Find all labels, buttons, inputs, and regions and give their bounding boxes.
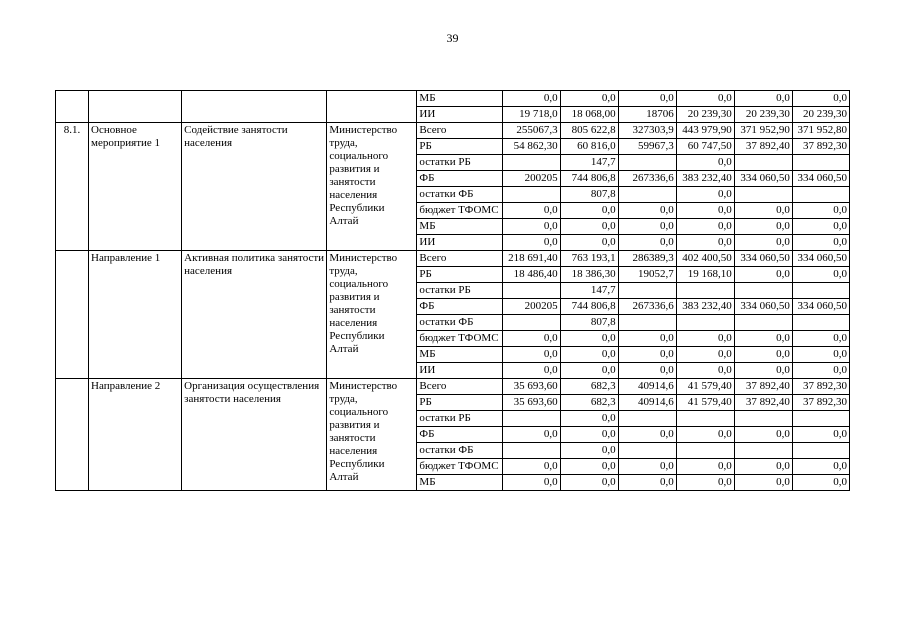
value-cell: 0,0 xyxy=(502,363,560,379)
executor-cell: Министерство труда, социального развития и занятости населения Республики Алтай xyxy=(327,123,417,251)
value-cell: 0,0 xyxy=(560,91,618,107)
value-cell: 0,0 xyxy=(560,427,618,443)
value-cell xyxy=(676,443,734,459)
funding-source-cell: Всего xyxy=(417,379,502,395)
funding-source-cell: МБ xyxy=(417,475,502,491)
value-cell: 682,3 xyxy=(560,395,618,411)
funding-source-cell: РБ xyxy=(417,395,502,411)
event-name-cell: Основное мероприятие 1 xyxy=(89,123,182,251)
value-cell xyxy=(792,443,849,459)
value-cell: 0,0 xyxy=(618,347,676,363)
value-cell xyxy=(618,411,676,427)
value-cell: 0,0 xyxy=(676,203,734,219)
value-cell xyxy=(618,283,676,299)
value-cell: 0,0 xyxy=(618,427,676,443)
funding-source-cell: Всего xyxy=(417,251,502,267)
row-number-cell xyxy=(56,251,89,379)
row-number-cell: 8.1. xyxy=(56,123,89,251)
value-cell xyxy=(792,155,849,171)
value-cell: 37 892,40 xyxy=(734,395,792,411)
value-cell: 200205 xyxy=(502,299,560,315)
value-cell: 37 892,40 xyxy=(734,139,792,155)
value-cell: 0,0 xyxy=(676,187,734,203)
value-cell xyxy=(618,155,676,171)
funding-source-cell: МБ xyxy=(417,91,502,107)
value-cell: 0,0 xyxy=(618,91,676,107)
value-cell: 334 060,50 xyxy=(792,251,849,267)
value-cell: 18 486,40 xyxy=(502,267,560,283)
value-cell: 18 386,30 xyxy=(560,267,618,283)
value-cell: 0,0 xyxy=(734,91,792,107)
value-cell xyxy=(618,315,676,331)
value-cell: 0,0 xyxy=(618,331,676,347)
value-cell: 0,0 xyxy=(792,219,849,235)
value-cell: 0,0 xyxy=(560,347,618,363)
value-cell xyxy=(734,411,792,427)
value-cell: 267336,6 xyxy=(618,299,676,315)
value-cell xyxy=(618,187,676,203)
value-cell: 0,0 xyxy=(792,363,849,379)
value-cell: 0,0 xyxy=(792,203,849,219)
value-cell: 0,0 xyxy=(734,267,792,283)
value-cell: 371 952,80 xyxy=(792,123,849,139)
value-cell: 0,0 xyxy=(792,91,849,107)
value-cell: 20 239,30 xyxy=(676,107,734,123)
table-row xyxy=(56,91,850,107)
value-cell xyxy=(792,187,849,203)
funding-source-cell: остатки ФБ xyxy=(417,443,502,459)
event-name-cell xyxy=(89,91,182,123)
value-cell: 0,0 xyxy=(560,331,618,347)
event-name-cell: Направление 1 xyxy=(89,251,182,379)
value-cell: 0,0 xyxy=(676,91,734,107)
value-cell: 35 693,60 xyxy=(502,379,560,395)
funding-source-cell: бюджет ТФОМС xyxy=(417,331,502,347)
funding-source-cell: РБ xyxy=(417,139,502,155)
value-cell xyxy=(502,443,560,459)
value-cell: 18 068,00 xyxy=(560,107,618,123)
value-cell: 0,0 xyxy=(792,267,849,283)
value-cell: 0,0 xyxy=(734,427,792,443)
value-cell: 0,0 xyxy=(618,475,676,491)
executor-cell: Министерство труда, социального развития и занятости населения Республики Алтай xyxy=(327,251,417,379)
value-cell: 0,0 xyxy=(502,219,560,235)
value-cell: 0,0 xyxy=(734,459,792,475)
value-cell: 0,0 xyxy=(676,155,734,171)
value-cell xyxy=(734,283,792,299)
executor-cell xyxy=(327,91,417,123)
value-cell: 383 232,40 xyxy=(676,299,734,315)
value-cell xyxy=(502,187,560,203)
value-cell: 0,0 xyxy=(502,331,560,347)
value-cell: 0,0 xyxy=(560,475,618,491)
value-cell: 0,0 xyxy=(502,459,560,475)
value-cell: 0,0 xyxy=(734,347,792,363)
value-cell xyxy=(502,315,560,331)
value-cell: 0,0 xyxy=(502,427,560,443)
value-cell xyxy=(734,187,792,203)
value-cell: 19 168,10 xyxy=(676,267,734,283)
value-cell: 255067,3 xyxy=(502,123,560,139)
value-cell xyxy=(792,411,849,427)
value-cell: 0,0 xyxy=(676,347,734,363)
value-cell xyxy=(676,283,734,299)
value-cell: 37 892,30 xyxy=(792,139,849,155)
value-cell xyxy=(502,283,560,299)
value-cell: 0,0 xyxy=(792,459,849,475)
value-cell: 286389,3 xyxy=(618,251,676,267)
value-cell: 267336,6 xyxy=(618,171,676,187)
value-cell: 0,0 xyxy=(560,203,618,219)
value-cell: 0,0 xyxy=(560,235,618,251)
value-cell: 40914,6 xyxy=(618,395,676,411)
value-cell: 0,0 xyxy=(502,91,560,107)
value-cell: 0,0 xyxy=(560,363,618,379)
value-cell: 147,7 xyxy=(560,283,618,299)
value-cell: 0,0 xyxy=(502,235,560,251)
page-number: 39 xyxy=(446,31,459,45)
value-cell: 37 892,30 xyxy=(792,379,849,395)
value-cell: 19 718,0 xyxy=(502,107,560,123)
event-name-cell: Направление 2 xyxy=(89,379,182,491)
value-cell: 0,0 xyxy=(676,363,734,379)
funding-source-cell: остатки ФБ xyxy=(417,187,502,203)
value-cell: 744 806,8 xyxy=(560,299,618,315)
value-cell: 0,0 xyxy=(792,347,849,363)
row-number-cell xyxy=(56,379,89,491)
value-cell: 218 691,40 xyxy=(502,251,560,267)
value-cell: 41 579,40 xyxy=(676,379,734,395)
value-cell: 20 239,30 xyxy=(734,107,792,123)
funding-source-cell: МБ xyxy=(417,347,502,363)
funding-source-cell: ФБ xyxy=(417,427,502,443)
table-row xyxy=(56,379,850,395)
funding-source-cell: бюджет ТФОМС xyxy=(417,203,502,219)
value-cell: 0,0 xyxy=(734,203,792,219)
value-cell: 334 060,50 xyxy=(734,171,792,187)
value-cell: 0,0 xyxy=(792,235,849,251)
value-cell: 334 060,50 xyxy=(734,299,792,315)
funding-source-cell: Всего xyxy=(417,123,502,139)
funding-source-cell: ИИ xyxy=(417,235,502,251)
value-cell xyxy=(676,411,734,427)
value-cell: 0,0 xyxy=(676,235,734,251)
value-cell: 744 806,8 xyxy=(560,171,618,187)
funding-source-cell: остатки РБ xyxy=(417,155,502,171)
value-cell: 0,0 xyxy=(618,203,676,219)
value-cell xyxy=(502,155,560,171)
value-cell: 0,0 xyxy=(676,427,734,443)
value-cell: 807,8 xyxy=(560,315,618,331)
row-number-cell xyxy=(56,91,89,123)
value-cell: 0,0 xyxy=(502,203,560,219)
funding-source-cell: бюджет ТФОМС xyxy=(417,459,502,475)
value-cell: 334 060,50 xyxy=(734,251,792,267)
funding-source-cell: ИИ xyxy=(417,107,502,123)
funding-source-cell: остатки РБ xyxy=(417,411,502,427)
value-cell: 682,3 xyxy=(560,379,618,395)
value-cell: 807,8 xyxy=(560,187,618,203)
value-cell: 0,0 xyxy=(618,235,676,251)
value-cell: 200205 xyxy=(502,171,560,187)
budget-table-body xyxy=(56,91,850,491)
table-row xyxy=(56,123,850,139)
value-cell: 334 060,50 xyxy=(792,171,849,187)
value-cell: 805 622,8 xyxy=(560,123,618,139)
value-cell xyxy=(792,315,849,331)
value-cell: 0,0 xyxy=(676,459,734,475)
value-cell: 0,0 xyxy=(734,219,792,235)
funding-source-cell: остатки РБ xyxy=(417,283,502,299)
value-cell: 0,0 xyxy=(676,475,734,491)
value-cell: 41 579,40 xyxy=(676,395,734,411)
value-cell: 60 747,50 xyxy=(676,139,734,155)
value-cell: 37 892,40 xyxy=(734,379,792,395)
executor-cell: Министерство труда, социального развития и занятости населения Республики Алтай xyxy=(327,379,417,491)
value-cell: 763 193,1 xyxy=(560,251,618,267)
table-row xyxy=(56,251,850,267)
budget-table xyxy=(55,90,850,491)
value-cell: 0,0 xyxy=(618,459,676,475)
value-cell: 0,0 xyxy=(502,347,560,363)
value-cell: 0,0 xyxy=(618,219,676,235)
event-title-cell: Содействие занятости населения xyxy=(182,123,327,251)
value-cell: 0,0 xyxy=(502,475,560,491)
event-title-cell xyxy=(182,91,327,123)
funding-source-cell: ФБ xyxy=(417,299,502,315)
value-cell: 0,0 xyxy=(560,219,618,235)
value-cell xyxy=(734,155,792,171)
value-cell xyxy=(734,315,792,331)
value-cell: 0,0 xyxy=(734,475,792,491)
value-cell: 0,0 xyxy=(734,363,792,379)
value-cell: 0,0 xyxy=(676,331,734,347)
value-cell: 443 979,90 xyxy=(676,123,734,139)
value-cell: 37 892,30 xyxy=(792,395,849,411)
value-cell: 327303,9 xyxy=(618,123,676,139)
value-cell: 0,0 xyxy=(560,459,618,475)
value-cell: 402 400,50 xyxy=(676,251,734,267)
value-cell: 0,0 xyxy=(734,235,792,251)
value-cell xyxy=(502,411,560,427)
value-cell: 59967,3 xyxy=(618,139,676,155)
value-cell: 40914,6 xyxy=(618,379,676,395)
funding-source-cell: ИИ xyxy=(417,363,502,379)
value-cell: 0,0 xyxy=(792,331,849,347)
value-cell: 54 862,30 xyxy=(502,139,560,155)
value-cell xyxy=(676,315,734,331)
value-cell: 0,0 xyxy=(792,475,849,491)
value-cell: 0,0 xyxy=(560,443,618,459)
value-cell: 383 232,40 xyxy=(676,171,734,187)
value-cell: 0,0 xyxy=(676,219,734,235)
value-cell xyxy=(618,443,676,459)
value-cell: 334 060,50 xyxy=(792,299,849,315)
value-cell xyxy=(792,283,849,299)
value-cell: 0,0 xyxy=(792,427,849,443)
value-cell: 19052,7 xyxy=(618,267,676,283)
funding-source-cell: РБ xyxy=(417,267,502,283)
value-cell: 35 693,60 xyxy=(502,395,560,411)
value-cell: 60 816,0 xyxy=(560,139,618,155)
value-cell: 20 239,30 xyxy=(792,107,849,123)
value-cell: 147,7 xyxy=(560,155,618,171)
value-cell: 0,0 xyxy=(618,363,676,379)
value-cell: 0,0 xyxy=(734,331,792,347)
value-cell: 371 952,90 xyxy=(734,123,792,139)
event-title-cell: Организация осуществления занятости населения xyxy=(182,379,327,491)
value-cell: 0,0 xyxy=(560,411,618,427)
funding-source-cell: МБ xyxy=(417,219,502,235)
event-title-cell: Активная политика занятости населения xyxy=(182,251,327,379)
value-cell: 18706 xyxy=(618,107,676,123)
funding-source-cell: ФБ xyxy=(417,171,502,187)
value-cell xyxy=(734,443,792,459)
funding-source-cell: остатки ФБ xyxy=(417,315,502,331)
